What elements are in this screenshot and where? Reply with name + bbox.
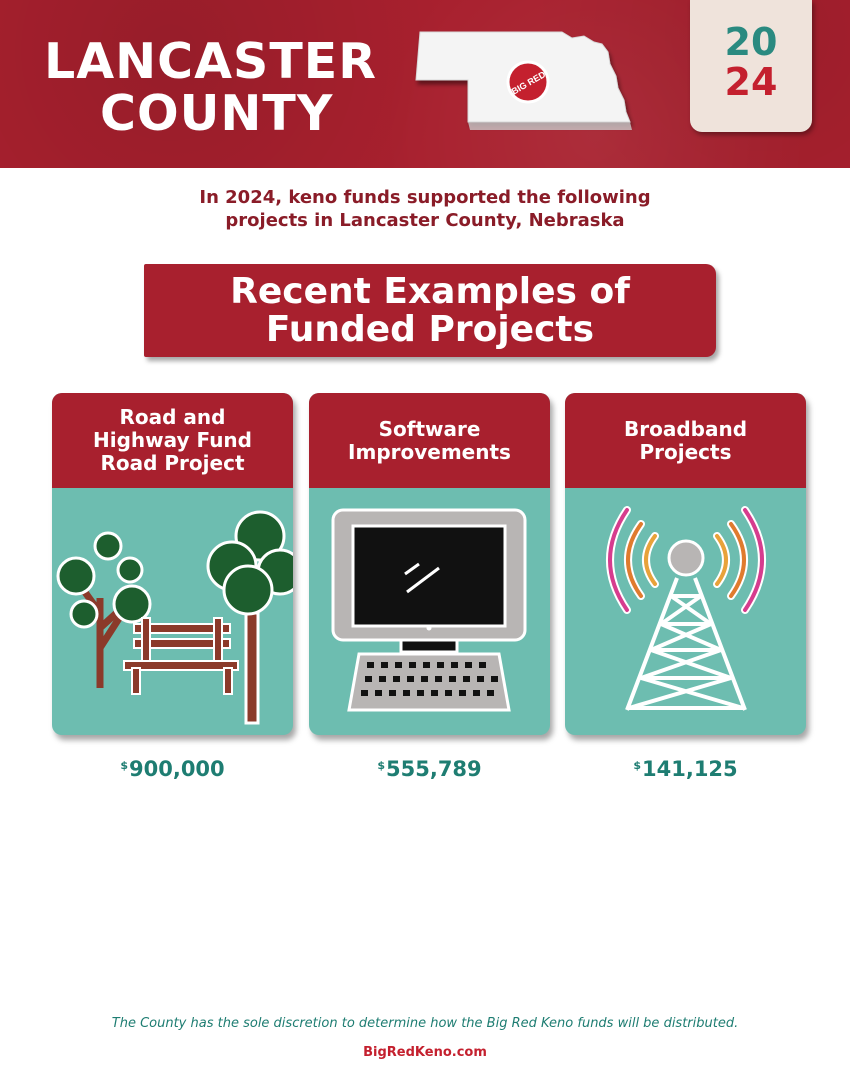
intro-text (150, 186, 700, 232)
nebraska-map-icon (412, 26, 642, 138)
banner-line1: Recent Examples of (230, 271, 630, 312)
section-banner (144, 264, 716, 357)
title-line: Projects (639, 439, 732, 464)
title-line: Highway Fund (93, 428, 252, 452)
project-card-software (309, 393, 550, 735)
park-bench-trees-icon (52, 488, 293, 735)
amount-value: 900,000 (129, 757, 225, 781)
currency-symbol: $ (120, 759, 128, 772)
currency-symbol: $ (633, 759, 641, 772)
project-amount (52, 757, 293, 781)
project-card-title (52, 393, 293, 488)
banner-line2: Funded Projects (265, 309, 595, 350)
year-bottom: 24 (724, 60, 778, 104)
project-card-title (309, 393, 550, 488)
title-line: Road and (119, 405, 226, 429)
title-line: Software (378, 416, 481, 441)
year-top: 20 (724, 20, 778, 64)
project-card-road (52, 393, 293, 735)
amount-value: 141,125 (642, 757, 738, 781)
currency-symbol: $ (377, 759, 385, 772)
desktop-computer-icon (309, 488, 550, 735)
county-title (44, 33, 384, 142)
header-banner (0, 0, 850, 168)
amount-value: 555,789 (386, 757, 482, 781)
broadcast-tower-icon (565, 488, 806, 735)
title-line: Road Project (100, 451, 245, 475)
intro-line1: In 2024, keno funds supported the following (199, 187, 651, 208)
project-amount (565, 757, 806, 781)
disclaimer-note: The County has the sole discretion to determine how the Big Red Keno funds will be distributed. (111, 1016, 739, 1031)
county-title-line2: COUNTY (100, 85, 334, 142)
project-card-title (565, 393, 806, 488)
title-line: Improvements (348, 439, 511, 464)
county-title-line1: LANCASTER (44, 33, 377, 90)
year-badge (690, 0, 812, 132)
intro-line2: projects in Lancaster County, Nebraska (225, 210, 625, 231)
project-amount (309, 757, 550, 781)
logo-text: BIG RED (509, 69, 548, 97)
title-line: Broadband (623, 416, 748, 441)
project-card-broadband (565, 393, 806, 735)
big-red-logo (508, 62, 548, 102)
website-link[interactable]: BigRedKeno.com (363, 1045, 487, 1060)
